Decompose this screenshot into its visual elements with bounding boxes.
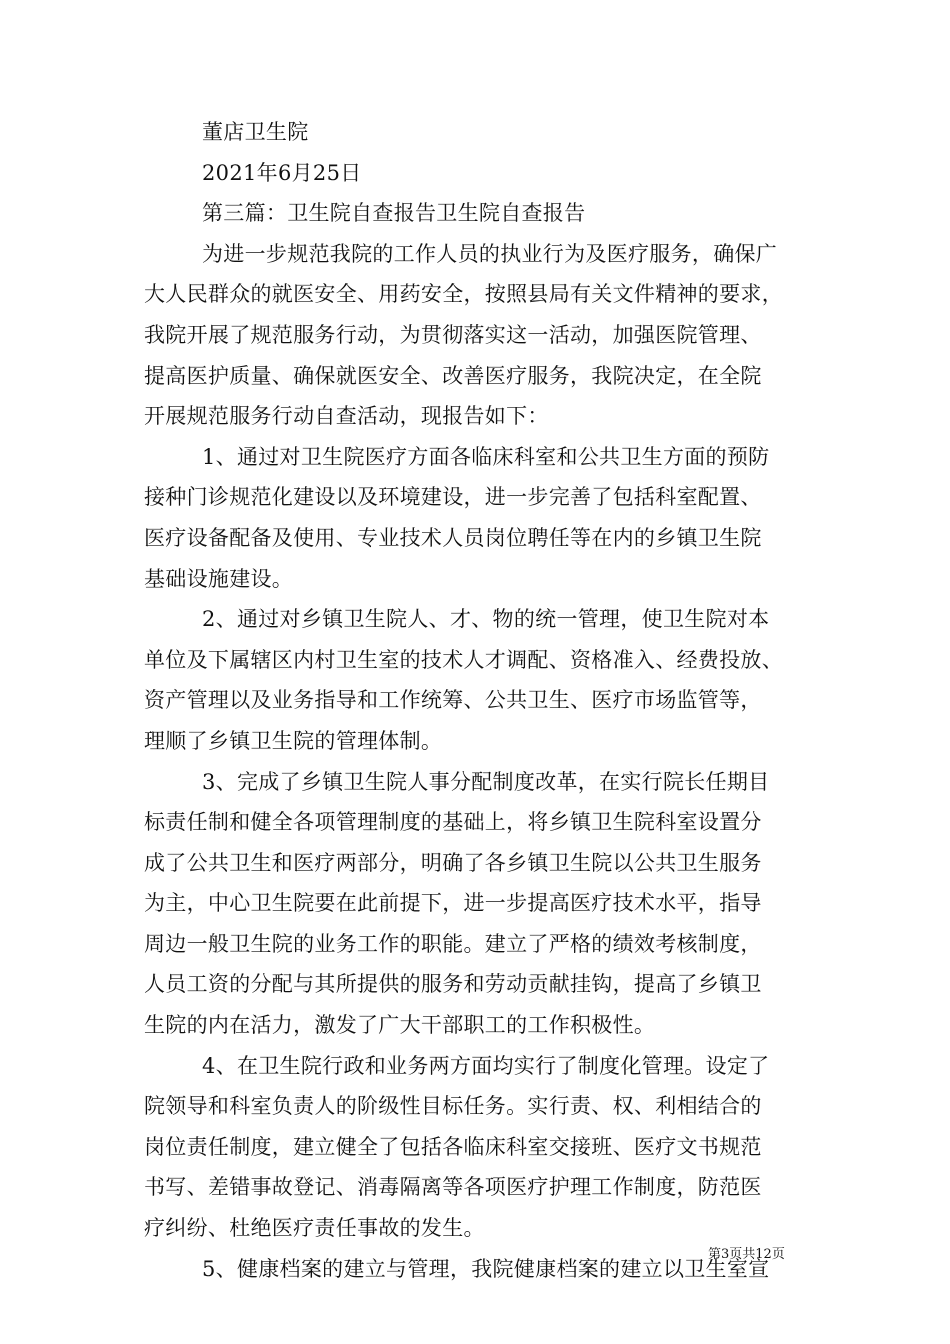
paragraph-line: 提高医护质量、确保就医安全、改善医疗服务，我院决定，在全院 (144, 363, 762, 388)
paragraph-line: 大人民群众的就医安全、用药安全，按照县局有关文件精神的要求， (144, 282, 783, 307)
paragraph-line: 周边一般卫生院的业务工作的职能。建立了严格的绩效考核制度， (144, 931, 762, 956)
paragraph-line: 5、健康档案的建立与管理，我院健康档案的建立以卫生室宣 (202, 1256, 770, 1281)
page-number-footer: 第3页共12页 (708, 1247, 785, 1262)
paragraph-line: 生院的内在活力，激发了广大干部职工的工作积极性。 (144, 1013, 656, 1038)
paragraph-line: 资产管理以及业务指导和工作统筹、公共卫生、医疗市场监管等， (144, 688, 762, 713)
signature-date: 2021年6月25日 (202, 160, 362, 185)
paragraph-line: 疗纠纷、杜绝医疗责任事故的发生。 (144, 1216, 485, 1241)
paragraph-line: 标责任制和健全各项管理制度的基础上，将乡镇卫生院科室设置分 (144, 810, 762, 835)
paragraph-line: 开展规范服务行动自查活动，现报告如下： (144, 404, 549, 429)
paragraph-line: 理顺了乡镇卫生院的管理体制。 (144, 728, 443, 753)
paragraph-line: 人员工资的分配与其所提供的服务和劳动贡献挂钩，提高了乡镇卫 (144, 972, 762, 997)
paragraph-line: 3、完成了乡镇卫生院人事分配制度改革，在实行院长任期目 (202, 769, 770, 794)
paragraph-line: 成了公共卫生和医疗两部分，明确了各乡镇卫生院以公共卫生服务 (144, 850, 762, 875)
paragraph-line: 岗位责任制度，建立健全了包括各临床科室交接班、医疗文书规范 (144, 1134, 762, 1159)
paragraph-line: 院领导和科室负责人的阶级性目标任务。实行责、权、利相结合的 (144, 1094, 762, 1119)
paragraph-line: 1、通过对卫生院医疗方面各临床科室和公共卫生方面的预防 (202, 444, 770, 469)
paragraph-line: 我院开展了规范服务行动，为贯彻落实这一活动，加强医院管理、 (144, 322, 762, 347)
document-body (144, 112, 824, 1289)
paragraph-line: 4、在卫生院行政和业务两方面均实行了制度化管理。设定了 (202, 1053, 770, 1078)
paragraph-line: 为进一步规范我院的工作人员的执业行为及医疗服务，确保广 (202, 241, 778, 266)
signature-organization: 董店卫生院 (202, 120, 309, 144)
paragraph-line: 书写、差错事故登记、消毒隔离等各项医疗护理工作制度，防范医 (144, 1175, 762, 1200)
paragraph-line: 基础设施建设。 (144, 566, 294, 591)
paragraph-line: 为主，中心卫生院要在此前提下，进一步提高医疗技术水平，指导 (144, 891, 762, 916)
paragraph-line: 2、通过对乡镇卫生院人、才、物的统一管理，使卫生院对本 (202, 607, 770, 632)
paragraph-line: 医疗设备配备及使用、专业技术人员岗位聘任等在内的乡镇卫生院 (144, 525, 762, 550)
paragraph-line: 接种门诊规范化建设以及环境建设，进一步完善了包括科室配置、 (144, 485, 762, 510)
paragraph-line: 单位及下属辖区内村卫生室的技术人才调配、资格准入、经费投放、 (144, 647, 783, 672)
section-title: 第三篇：卫生院自查报告卫生院自查报告 (202, 201, 586, 226)
